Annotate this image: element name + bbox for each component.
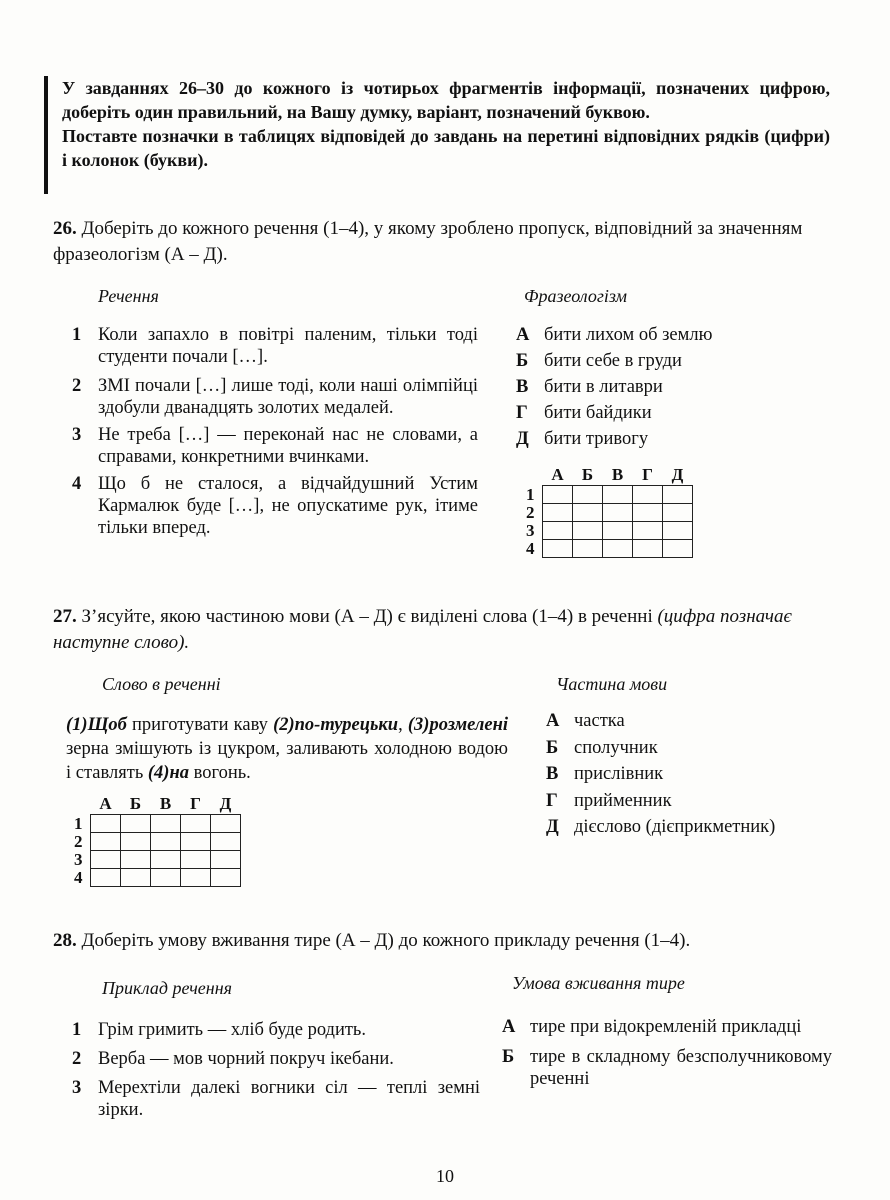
sentence-fragment: зерна змішують із цукром, заливають холодною водою і ставлять: [66, 739, 508, 783]
grid-col-label: Б: [581, 465, 594, 484]
answer-cell[interactable]: [121, 833, 151, 851]
grid-col-label: Б: [129, 794, 142, 813]
grid-col-label: В: [159, 794, 172, 813]
answer-cell[interactable]: [91, 815, 121, 833]
task28-option: [502, 1046, 832, 1090]
task27-options: [546, 710, 846, 843]
grid-row-label: 1: [74, 814, 83, 833]
grid-col-label: В: [611, 465, 624, 484]
task26-sentences: [72, 324, 478, 539]
answer-cell[interactable]: [181, 869, 211, 887]
task26-question-text: Доберіть до кожного речення (1–4), у якому зроблено пропуск, відповідний за значенням фразеологізм (А – Д).: [53, 218, 803, 265]
answer-cell[interactable]: [211, 851, 241, 869]
task26-sentence: [72, 375, 478, 419]
task27-option: [546, 710, 846, 737]
sentence-text: Грім гримить — хліб буде родить.: [98, 1020, 366, 1040]
option-letter: А: [502, 1017, 516, 1037]
grid-row-label: 4: [526, 539, 535, 558]
task28-number: 28.: [53, 930, 77, 951]
option-letter: Д: [546, 817, 559, 837]
option-letter: В: [546, 764, 559, 784]
task27-sentence: [66, 713, 508, 785]
option-text: прислівник: [574, 764, 664, 784]
task28-right-header: Умова вживання тире: [512, 973, 685, 993]
sentence-text: Що б не сталося, а відчайдушний Устим Кармалюк буде […], не опускатиме рук, ітиме тільки вперед.: [98, 474, 478, 538]
task27-option: [546, 763, 846, 790]
task28-options: [502, 1016, 832, 1090]
answer-cell[interactable]: [181, 851, 211, 869]
task28-question: [53, 928, 837, 954]
option-letter: Б: [546, 737, 559, 758]
task27-right-header: Частина мови: [556, 674, 668, 694]
task28-left-header: Приклад речення: [102, 978, 233, 998]
task28-option: [502, 1016, 832, 1038]
answer-cell[interactable]: [151, 851, 181, 869]
option-letter: Б: [516, 351, 529, 371]
grid-col-label: А: [99, 794, 112, 813]
grid-col-label: Г: [190, 794, 201, 813]
option-text: тире при відокремленій прикладці: [530, 1017, 802, 1037]
option-letter: Г: [516, 403, 528, 423]
sentence-text: ЗМІ почали […] лише тоді, коли наші олімпійці здобули дванадцять золотих медалей.: [98, 376, 478, 418]
sentence-number: 2: [72, 376, 82, 396]
answer-cell[interactable]: [603, 522, 633, 540]
option-letter: Г: [546, 790, 558, 811]
highlight-word-2: (2)по-турецьки: [273, 715, 399, 735]
task26-left-header: Речення: [98, 286, 159, 306]
option-text: частка: [574, 711, 625, 731]
option-letter: А: [546, 711, 560, 731]
highlight-word-1: (1)Щоб: [66, 715, 127, 735]
answer-cell[interactable]: [573, 504, 603, 522]
answer-cell[interactable]: [151, 815, 181, 833]
instruction-bar: [44, 76, 48, 194]
option-letter: Д: [516, 429, 529, 449]
task26-answer-grid: [526, 465, 693, 558]
task27-option: [546, 790, 846, 817]
grid-row-label: 3: [74, 850, 83, 869]
sentence-number: 1: [72, 325, 82, 345]
answer-cell[interactable]: [91, 833, 121, 851]
instructions: [62, 76, 830, 172]
answer-cell[interactable]: [573, 522, 603, 540]
task26-sentence: [72, 424, 478, 468]
task27-left-header: Слово в реченні: [102, 674, 221, 694]
grid-col-label: Д: [219, 794, 232, 813]
option-text: дієслово (дієприкметник): [574, 817, 776, 837]
answer-cell[interactable]: [573, 540, 603, 558]
answer-cell[interactable]: [633, 540, 663, 558]
answer-cell[interactable]: [211, 833, 241, 851]
option-letter: Б: [502, 1047, 515, 1067]
sentence-number: 3: [72, 1078, 82, 1098]
task27-option: [546, 816, 846, 843]
answer-cell[interactable]: [663, 540, 693, 558]
grid-row-label: 2: [74, 832, 83, 851]
task26-options: [516, 324, 816, 454]
answer-cell[interactable]: [543, 522, 573, 540]
sentence-fragment: приготувати каву: [126, 715, 274, 735]
task26-option: [516, 402, 816, 428]
sentence-number: 2: [72, 1049, 82, 1069]
sentence-fragment: ,: [398, 715, 408, 735]
option-text: бити тривогу: [544, 429, 649, 449]
answer-cell[interactable]: [633, 504, 663, 522]
answer-cell[interactable]: [633, 522, 663, 540]
instruction-line-1: У завданнях 26–30 до кожного із чотирьох фрагментів інформації, позначених цифрою, доберіть один правильний, на Вашу думку, варіант, позначений буквою.: [62, 78, 830, 122]
grid-col-label: А: [551, 465, 564, 484]
answer-cell[interactable]: [91, 869, 121, 887]
answer-cell[interactable]: [543, 540, 573, 558]
task27-answer-grid: [74, 794, 241, 887]
answer-cell[interactable]: [91, 851, 121, 869]
answer-cell[interactable]: [603, 486, 633, 504]
option-text: бити себе в груди: [544, 351, 682, 371]
sentence-text: Верба — мов чорний покруч ікебани.: [98, 1049, 394, 1069]
task26-option: [516, 376, 816, 402]
task28-sentence: [72, 1019, 480, 1041]
answer-cell[interactable]: [211, 815, 241, 833]
option-letter: В: [516, 377, 529, 397]
task27-question: [53, 604, 837, 656]
task28-sentences: [72, 1019, 480, 1121]
grid-col-label: Г: [642, 465, 653, 484]
task27-question-text: З’ясуйте, якою частиною мови (А – Д) є виділені слова (1–4) в реченні: [81, 606, 653, 627]
answer-cell[interactable]: [603, 504, 633, 522]
grid-col-label: Д: [671, 465, 684, 484]
option-text: бити в литаври: [544, 377, 663, 397]
answer-cell[interactable]: [121, 815, 151, 833]
task26-sentence: [72, 473, 478, 539]
grid-row-label: 3: [526, 521, 535, 540]
instruction-line-2: Поставте позначки в таблицях відповідей до завдань на перетині відповідних рядків (цифри) і колонок (букви).: [62, 126, 830, 170]
task26-sentence: [72, 324, 478, 368]
task26-option: [516, 428, 816, 454]
answer-cell[interactable]: [603, 540, 633, 558]
sentence-text: Мерехтіли далекі вогники сіл — теплі земні зірки.: [98, 1078, 480, 1120]
task26-right-header: Фразеологізм: [524, 286, 627, 306]
sentence-fragment: вогонь.: [188, 763, 251, 783]
option-text: сполучник: [574, 737, 658, 758]
highlight-word-4: (4)на: [147, 763, 189, 783]
page-number: 10: [436, 1166, 454, 1186]
answer-cell[interactable]: [543, 486, 573, 504]
option-letter: А: [516, 325, 530, 345]
answer-cell[interactable]: [211, 869, 241, 887]
grid-row-label: 1: [526, 485, 535, 504]
task26-option: [516, 324, 816, 350]
sentence-text: Не треба […] — переконай нас не словами, а справами, конкретними вчинками.: [98, 425, 478, 467]
answer-cell[interactable]: [121, 869, 151, 887]
task28-sentence: [72, 1077, 480, 1121]
highlight-word-3: (3)розмелені: [407, 715, 508, 735]
answer-cell[interactable]: [151, 833, 181, 851]
sentence-number: 1: [72, 1020, 82, 1040]
sentence-number: 3: [72, 425, 82, 445]
sentence-text: Коли запахло в повітрі паленим, тільки тоді студенти почали […].: [98, 325, 478, 367]
task27-number: 27.: [53, 606, 77, 627]
answer-cell[interactable]: [663, 522, 693, 540]
task27-option: [546, 737, 846, 764]
answer-cell[interactable]: [663, 504, 693, 522]
task26-option: [516, 350, 816, 376]
task26-number: 26.: [53, 218, 77, 239]
answer-cell[interactable]: [181, 815, 211, 833]
grid-row-label: 4: [74, 868, 83, 887]
task27-question-hint: (цифра позначає наступне слово).: [53, 606, 792, 653]
grid-row-label: 2: [526, 503, 535, 522]
task28-sentence: [72, 1048, 480, 1070]
option-text: тире в складному безсполучниковому реченні: [530, 1047, 832, 1089]
answer-cell[interactable]: [543, 504, 573, 522]
option-text: прийменник: [574, 790, 672, 811]
answer-cell[interactable]: [181, 833, 211, 851]
answer-cell[interactable]: [121, 851, 151, 869]
option-text: бити байдики: [544, 403, 652, 423]
task26-question: [53, 216, 831, 268]
sentence-number: 4: [72, 474, 82, 494]
task28-question-text: Доберіть умову вживання тире (А – Д) до кожного прикладу речення (1–4).: [81, 930, 691, 951]
answer-cell[interactable]: [151, 869, 181, 887]
answer-cell[interactable]: [663, 486, 693, 504]
answer-cell[interactable]: [573, 486, 603, 504]
answer-cell[interactable]: [633, 486, 663, 504]
option-text: бити лихом об землю: [544, 325, 713, 345]
